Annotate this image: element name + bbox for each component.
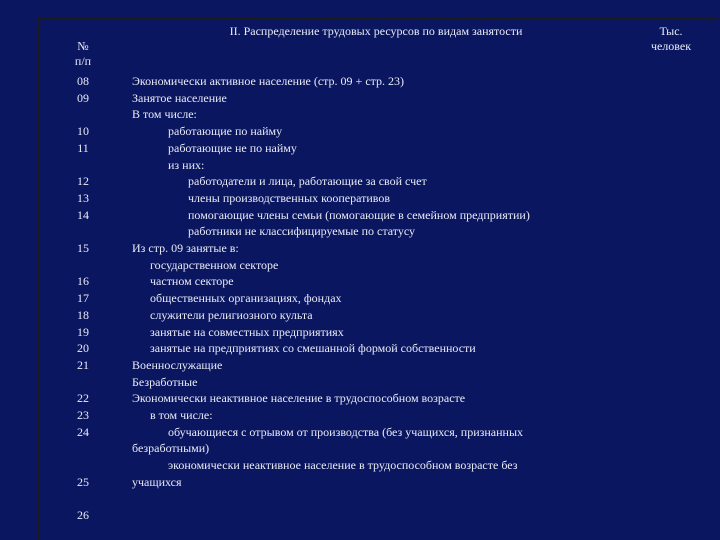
row-label: помогающие члены семьи (помогающие в семейном предприятии) xyxy=(188,207,530,222)
row-number: 10 xyxy=(77,124,89,139)
row-label: В том числе: xyxy=(132,107,197,122)
row-label: Экономически активное население (стр. 09 + стр. 23) xyxy=(132,74,405,88)
row-number: 17 xyxy=(77,291,89,306)
header-number-sub: п/п xyxy=(74,54,92,68)
row-label: государственном секторе xyxy=(150,257,279,272)
column-divider-3 xyxy=(717,19,718,540)
row-number: 23 xyxy=(77,408,89,422)
row-label: экономически неактивное население в трудоспособном возрасте без xyxy=(168,458,518,473)
header-number-column xyxy=(39,39,127,69)
row-label: Безработные xyxy=(132,374,198,389)
row-label: Экономически неактивное население в трудоспособном возрасте xyxy=(132,391,466,406)
row-label: безработными) xyxy=(132,441,210,456)
row-label: Военнослужащие xyxy=(132,357,223,372)
row-label: Из стр. 09 занятые в: xyxy=(132,241,239,255)
header-title: II. Распределение трудовых ресурсов по видам занятости xyxy=(229,24,523,38)
row-label: учащихся xyxy=(132,474,182,489)
row-number: 24 xyxy=(77,424,89,439)
row-number: 26 xyxy=(77,508,89,523)
row-label: общественных организациях, фондах xyxy=(150,291,342,306)
row-number: 22 xyxy=(77,391,89,406)
row-number: 13 xyxy=(77,190,89,205)
row-number: 18 xyxy=(77,307,89,322)
row-label: работники не классифицируемые по статусу xyxy=(188,224,416,239)
row-number: 19 xyxy=(77,324,89,339)
row-number: 20 xyxy=(77,341,89,356)
row-number: 12 xyxy=(77,174,89,189)
column-divider-1 xyxy=(127,19,128,540)
row-number: 11 xyxy=(77,140,89,155)
row-number: 15 xyxy=(77,241,89,255)
row-number: 14 xyxy=(77,207,89,222)
row-number: 16 xyxy=(77,274,89,289)
header-unit-label: Тыс. xyxy=(659,24,683,38)
row-label: члены производственных кооперативов xyxy=(188,190,391,205)
row-number: 08 xyxy=(77,74,89,88)
employment-table xyxy=(38,18,718,540)
row-label: из них: xyxy=(168,157,205,172)
row-label: Занятое население xyxy=(132,90,227,105)
header-divider xyxy=(39,71,718,72)
row-label: обучающиеся с отрывом от производства (без учащихся, признанных xyxy=(168,424,524,439)
row-label: работающие не по найму xyxy=(168,140,297,155)
row-label: работодатели и лица, работающие за свой счет xyxy=(188,174,427,189)
header-unit-column xyxy=(625,24,717,54)
row-label: служители религиозного культа xyxy=(150,307,313,322)
header-unit-sub: человек xyxy=(650,39,692,53)
row-label: работающие по найму xyxy=(168,124,283,139)
row-label: в том числе: xyxy=(150,408,213,422)
row-number: 21 xyxy=(77,357,89,372)
row-label: частном секторе xyxy=(150,274,234,289)
row-label: занятые на совместных предприятиях xyxy=(150,324,344,339)
row-label: занятые на предприятиях со смешанной формой собственности xyxy=(150,341,476,356)
row-number: 09 xyxy=(77,90,89,105)
column-divider-2 xyxy=(625,19,626,540)
row-number: 25 xyxy=(77,474,89,489)
header-number-label: № xyxy=(77,39,89,53)
